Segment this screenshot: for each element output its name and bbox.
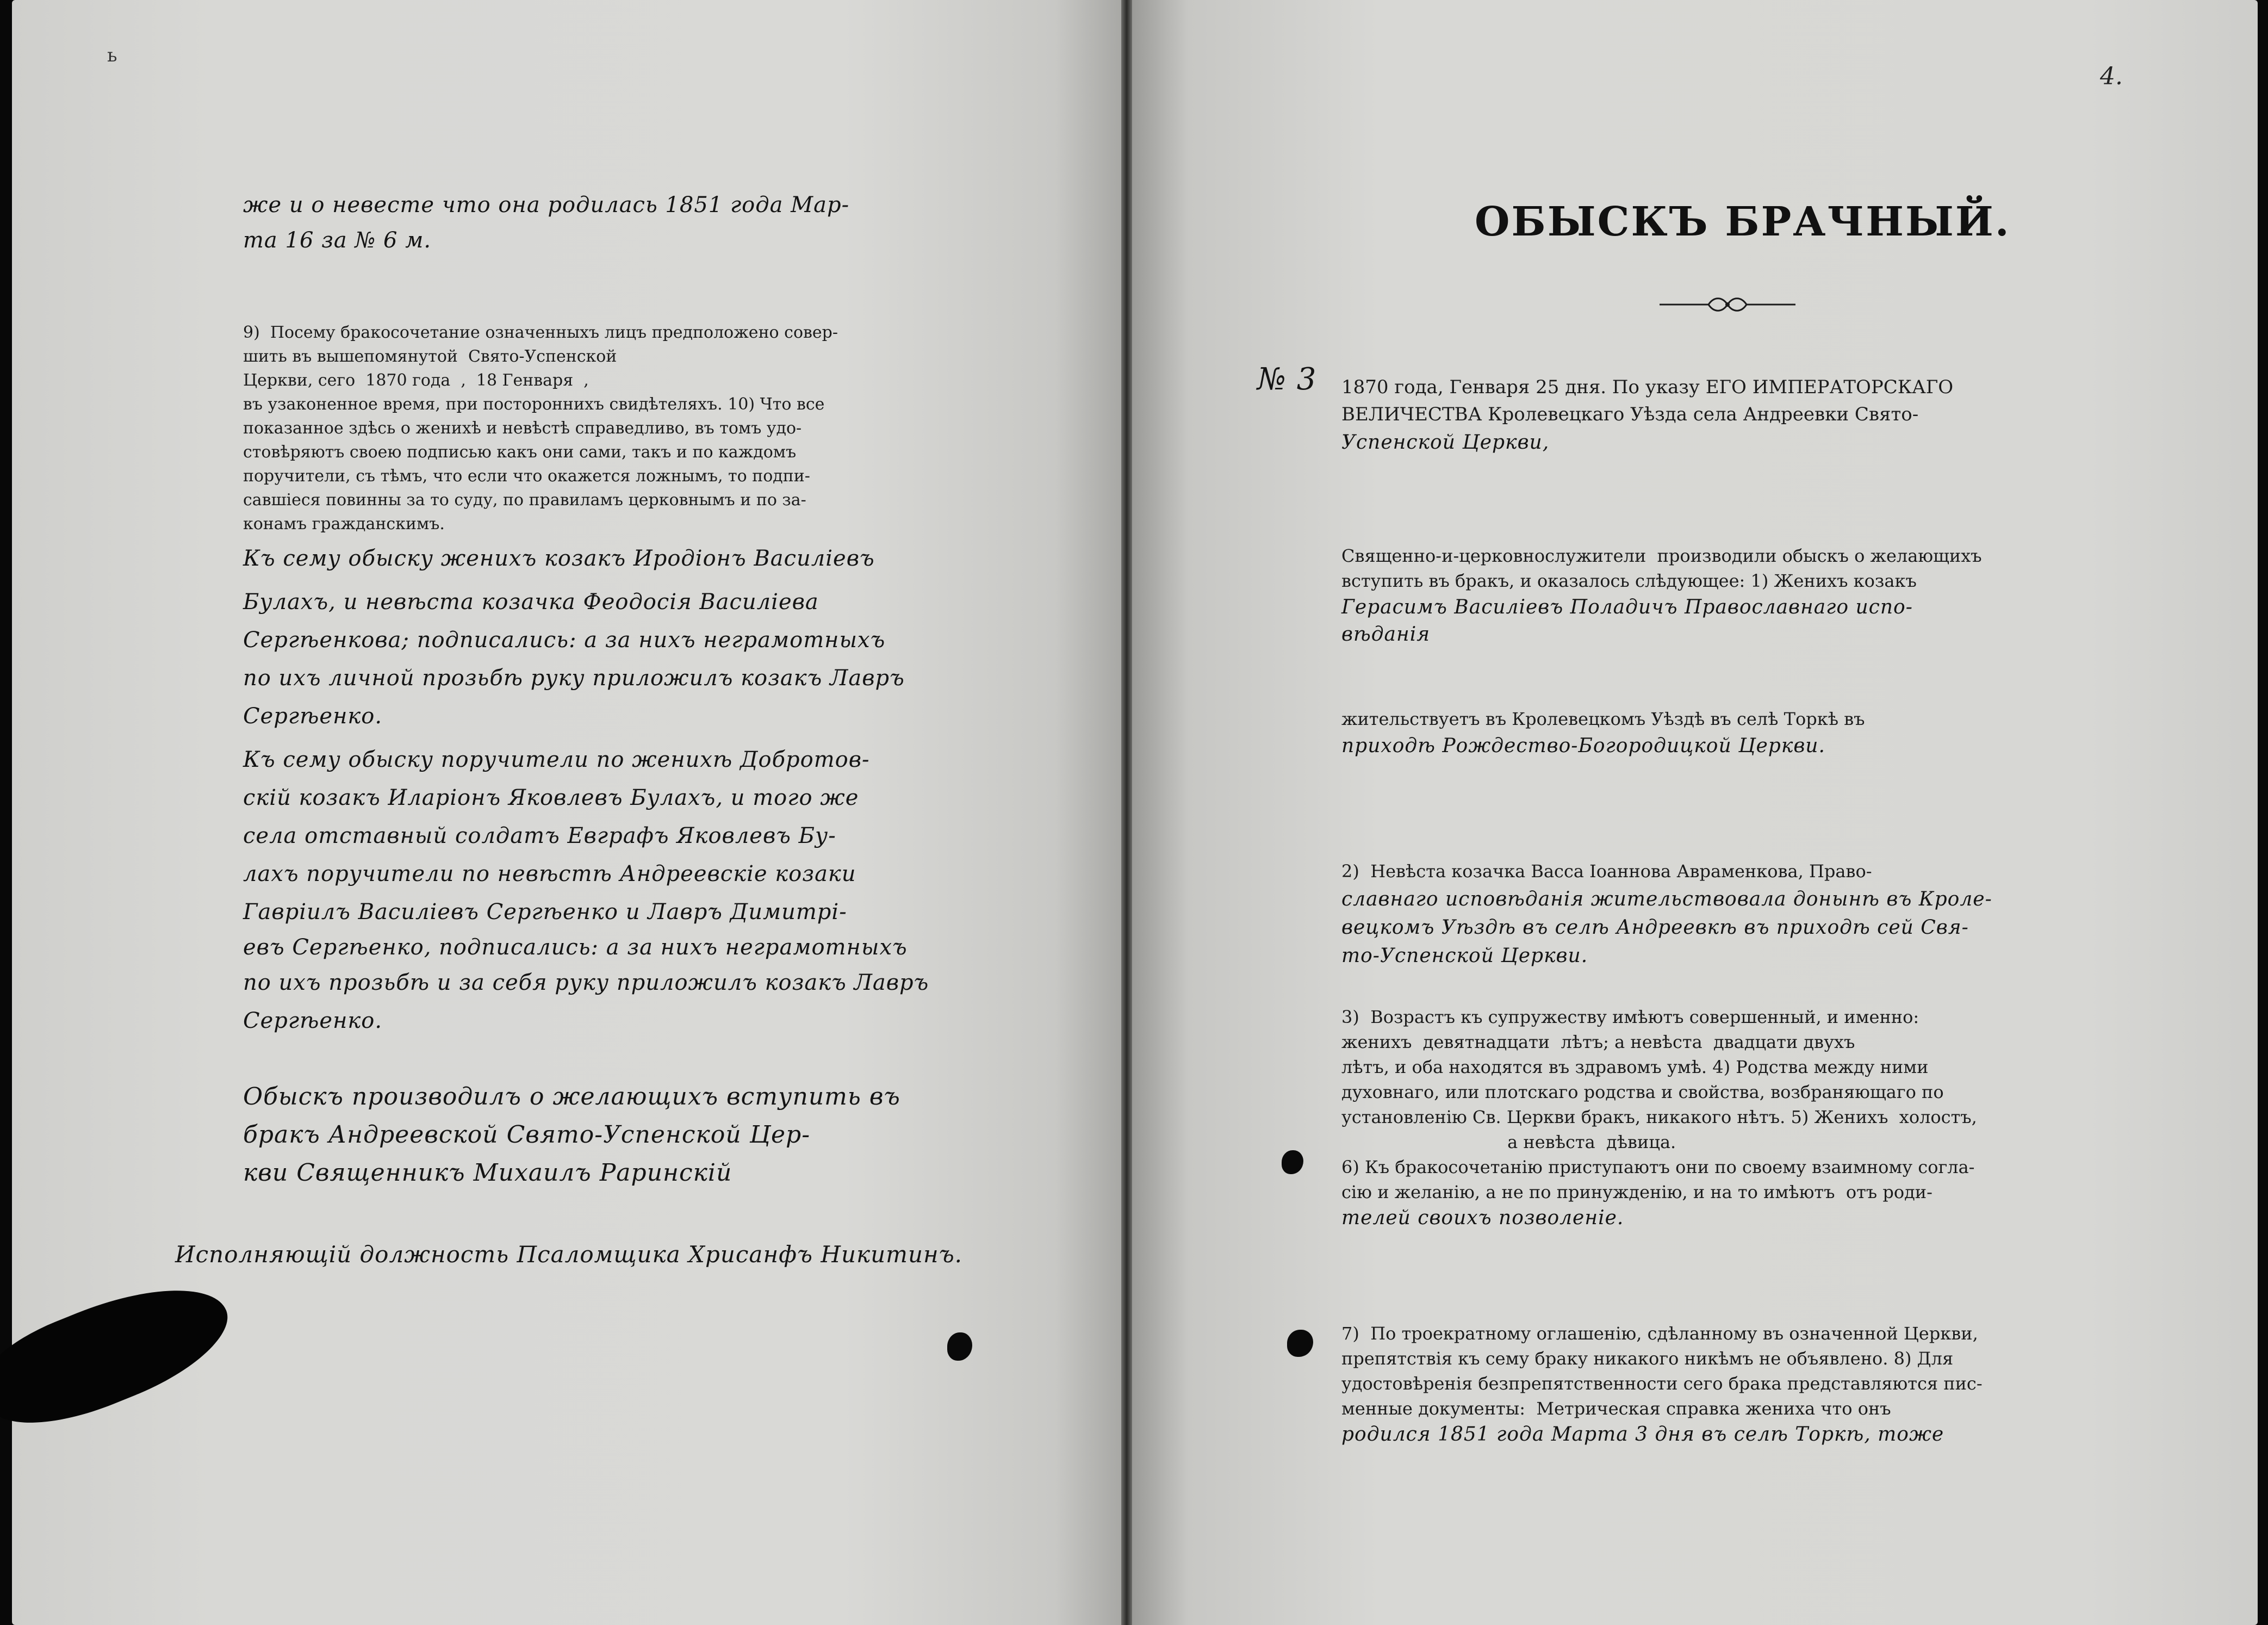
handwriting-line: бракъ Андреевской Свято-Успенской Цер-: [243, 1121, 811, 1149]
handwriting-line: Сергѣенкова; подписались: а за нихъ неграмотныхъ: [243, 628, 886, 653]
handwriting-line: кви Священникъ Михаилъ Раринскій: [243, 1159, 732, 1187]
handwriting-line: славнаго исповѣданія жительствовала донынѣ въ Кроле-: [1341, 888, 1992, 910]
left-page: [12, 0, 1121, 1625]
ink-blot: [1282, 1150, 1303, 1174]
psalmist-signature: Исполняющій должность Псаломщика Хрисанфъ Никитинъ.: [175, 1241, 963, 1268]
handwriting-line: вѣданія: [1341, 623, 1431, 646]
printed-line: Священно-и-церковнослужители производили обыскъ о желающихъ: [1341, 545, 1982, 566]
record-number: № 3: [1257, 362, 1317, 397]
handwriting-line: Успенской Церкви,: [1341, 431, 1550, 454]
printed-line: савшіеся повинны за то суду, по правиламъ церковнымъ и по за-: [243, 491, 806, 510]
printed-line: 1870 года, Генваря 25 дня. По указу ЕГО ИМПЕРАТОРСКАГО: [1341, 376, 1954, 398]
handwriting-line: телей своихъ позволеніе.: [1341, 1207, 1624, 1229]
printed-line: удостовѣренія безпрепятственности сего брака представляются пис-: [1341, 1373, 1983, 1394]
ink-blot: [1287, 1330, 1313, 1357]
printed-line: поручители, съ тѣмъ, что если что окажется ложнымъ, то подпи-: [243, 467, 810, 486]
printed-line: сію и желанію, а не по принужденію, и на то имѣютъ отъ роди-: [1341, 1182, 1933, 1202]
ink-blot: [947, 1332, 972, 1361]
handwriting-line: Герасимъ Василіевъ Поладичъ Православнаго испо-: [1341, 596, 1913, 618]
handwriting-line: евъ Сергѣенко, подписались: а за нихъ неграмотныхъ: [243, 935, 908, 960]
printed-line: 2) Невѣста козачка Васса Іоаннова Авраменкова, Право-: [1341, 861, 1872, 882]
printed-line: 7) По троекратному оглашенію, сдѣланному въ означенной Церкви,: [1341, 1323, 1978, 1344]
document-title: ОБЫСКЪ БРАЧНЫЙ.: [1475, 199, 2011, 245]
printed-line: Церкви, сего 1870 года , 18 Генваря ,: [243, 371, 589, 390]
right-page: [1132, 0, 2258, 1625]
handwriting-line: скій козакъ Иларіонъ Яковлевъ Булахъ, и того же: [243, 785, 859, 810]
printed-line: шить въ вышепомянутой Свято-Успенской: [243, 347, 627, 366]
handwriting-line: та 16 за № 6 м.: [243, 228, 432, 253]
corner-mark: ь: [107, 45, 117, 66]
handwriting-line: Гавріилъ Василіевъ Сергѣенко и Лавръ Димитрі-: [243, 900, 847, 925]
handwriting-line: Сергѣенко.: [243, 704, 383, 729]
printed-line: жительствуетъ въ Кролевецкомъ Уѣздѣ въ селѣ Торкѣ въ: [1341, 709, 1865, 729]
printed-line: женихъ девятнадцати лѣтъ; а невѣста двадцати двухъ: [1341, 1032, 1855, 1052]
printed-line: 9) Посему бракосочетание означенныхъ лицъ предположено совер-: [243, 323, 838, 342]
printed-line: въ узаконенное время, при постороннихъ свидѣтеляхъ. 10) Что все: [243, 395, 825, 414]
handwriting-line: села отставный солдатъ Евграфъ Яковлевъ Бу-: [243, 823, 836, 848]
printed-line: стовѣряютъ своею подписью какъ они сами, такъ и по каждомъ: [243, 443, 797, 462]
printed-line: установленію Св. Церкви бракъ, никакого нѣтъ. 5) Женихъ холостъ,: [1341, 1107, 1977, 1127]
handwriting-line: Сергѣенко.: [243, 1008, 383, 1033]
printed-line: препятствія къ сему браку никакого никѣмъ не объявлено. 8) Для: [1341, 1348, 1954, 1369]
handwriting-line: вецкомъ Уѣздѣ въ селѣ Андреевкѣ въ приходѣ сей Свя-: [1341, 916, 1969, 939]
printed-line: а невѣста дѣвица.: [1341, 1132, 1676, 1152]
handwriting-line: же и о невесте что она родилась 1851 года Мар-: [243, 193, 850, 218]
printed-line: показанное здѣсь о женихѣ и невѣстѣ справедливо, въ томъ удо-: [243, 419, 802, 438]
handwriting-line: лахъ поручители по невѣстѣ Андреевскіе козаки: [243, 861, 856, 886]
handwriting-line: по ихъ прозьбѣ и за себя руку приложилъ козакъ Лавръ: [243, 970, 929, 995]
handwriting-line: Къ сему обыску женихъ козакъ Иродіонъ Василіевъ: [243, 546, 875, 571]
printed-line: 3) Возрастъ къ супружеству имѣютъ совершенный, и именно:: [1341, 1007, 1919, 1027]
title-ornament: [1657, 294, 1798, 315]
printed-line: лѣтъ, и оба находятся въ здравомъ умѣ. 4) Родства между ними: [1341, 1057, 1929, 1077]
printed-line: менные документы: Метрическая справка жениха что онъ: [1341, 1398, 1891, 1419]
handwriting-line: приходѣ Рождество-Богородицкой Церкви.: [1341, 735, 1825, 757]
printed-line: вступить въ бракъ, и оказалось слѣдующее: 1) Женихъ козакъ: [1341, 570, 1917, 591]
handwriting-line: родился 1851 года Марта 3 дня въ селѣ Торкѣ, тоже: [1341, 1423, 1944, 1446]
handwriting-line: Обыскъ производилъ о желающихъ вступить въ: [243, 1083, 900, 1111]
book-gutter: [1121, 0, 1132, 1625]
printed-line: духовнаго, или плотскаго родства и свойства, возбраняющаго по: [1341, 1082, 1944, 1102]
printed-line: 6) Къ бракосочетанію приступаютъ они по своему взаимному согла-: [1341, 1157, 1975, 1177]
handwriting-line: по ихъ личной прозьбѣ руку приложилъ козакъ Лавръ: [243, 666, 905, 691]
printed-line: конамъ гражданскимъ.: [243, 514, 445, 534]
handwriting-line: то-Успенской Церкви.: [1341, 945, 1588, 967]
printed-line: ВЕЛИЧЕСТВА Кролевецкаго Уѣзда села Андреевки Свято-: [1341, 404, 1919, 425]
handwriting-line: Къ сему обыску поручители по женихѣ Добротов-: [243, 747, 870, 772]
page-number: 4.: [2100, 63, 2123, 90]
handwriting-line: Булахъ, и невѣста козачка Феодосія Василіева: [243, 590, 819, 615]
